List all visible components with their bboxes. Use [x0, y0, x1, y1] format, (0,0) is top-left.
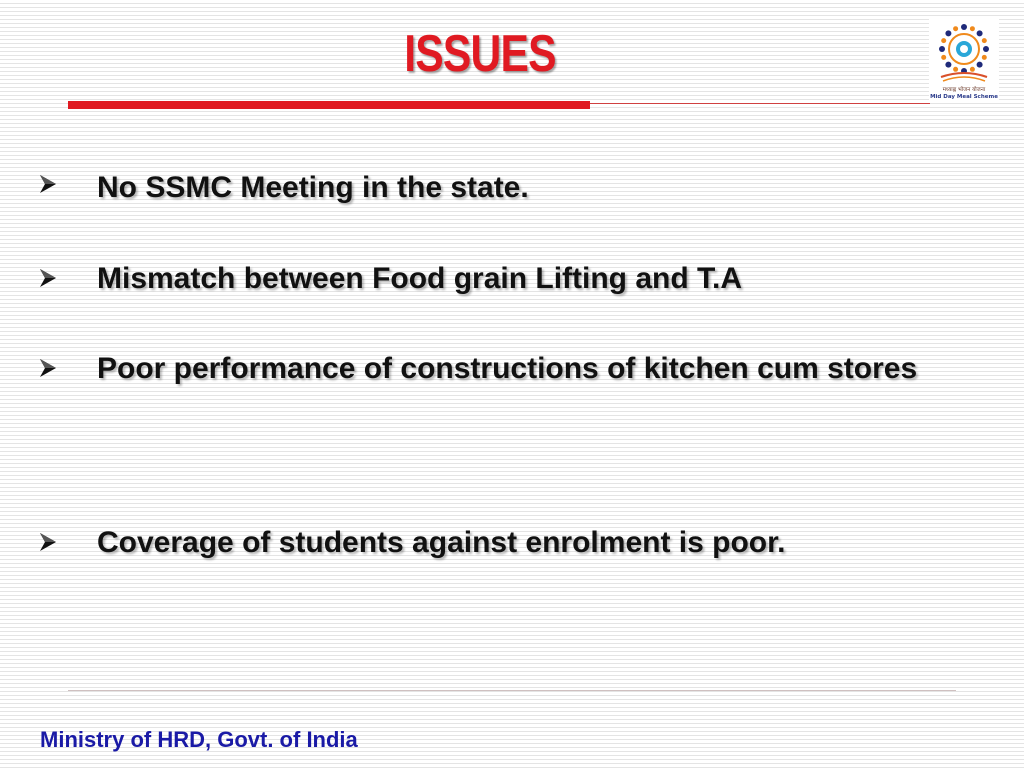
- arrowhead-bullet-icon: [36, 266, 60, 290]
- title-underline-thin: [590, 103, 930, 104]
- mid-day-meal-emblem-icon: [929, 17, 999, 85]
- logo-english-text: Mid Day Meal Scheme: [930, 94, 998, 100]
- bullet-text: Poor performance of constructions of kitchen cum stores: [97, 352, 918, 385]
- arrowhead-bullet-icon: [36, 172, 60, 196]
- mid-day-meal-logo: [929, 17, 999, 103]
- arrowhead-bullet-icon: [36, 530, 60, 554]
- arrowhead-bullet-icon: [36, 356, 60, 380]
- title-underline-thick: [68, 101, 590, 109]
- logo-hindi-text: मध्याह्न भोजन योजना: [942, 87, 986, 93]
- bullet-text: Coverage of students against enrolment is poor.: [97, 526, 786, 559]
- bullet-text: Mismatch between Food grain Lifting and T.A: [97, 262, 743, 295]
- footer-text: Ministry of HRD, Govt. of India: [40, 727, 358, 752]
- footer-divider: [68, 690, 956, 691]
- slide-title: ISSUES: [404, 25, 556, 83]
- bullet-text: No SSMC Meeting in the state.: [97, 171, 529, 204]
